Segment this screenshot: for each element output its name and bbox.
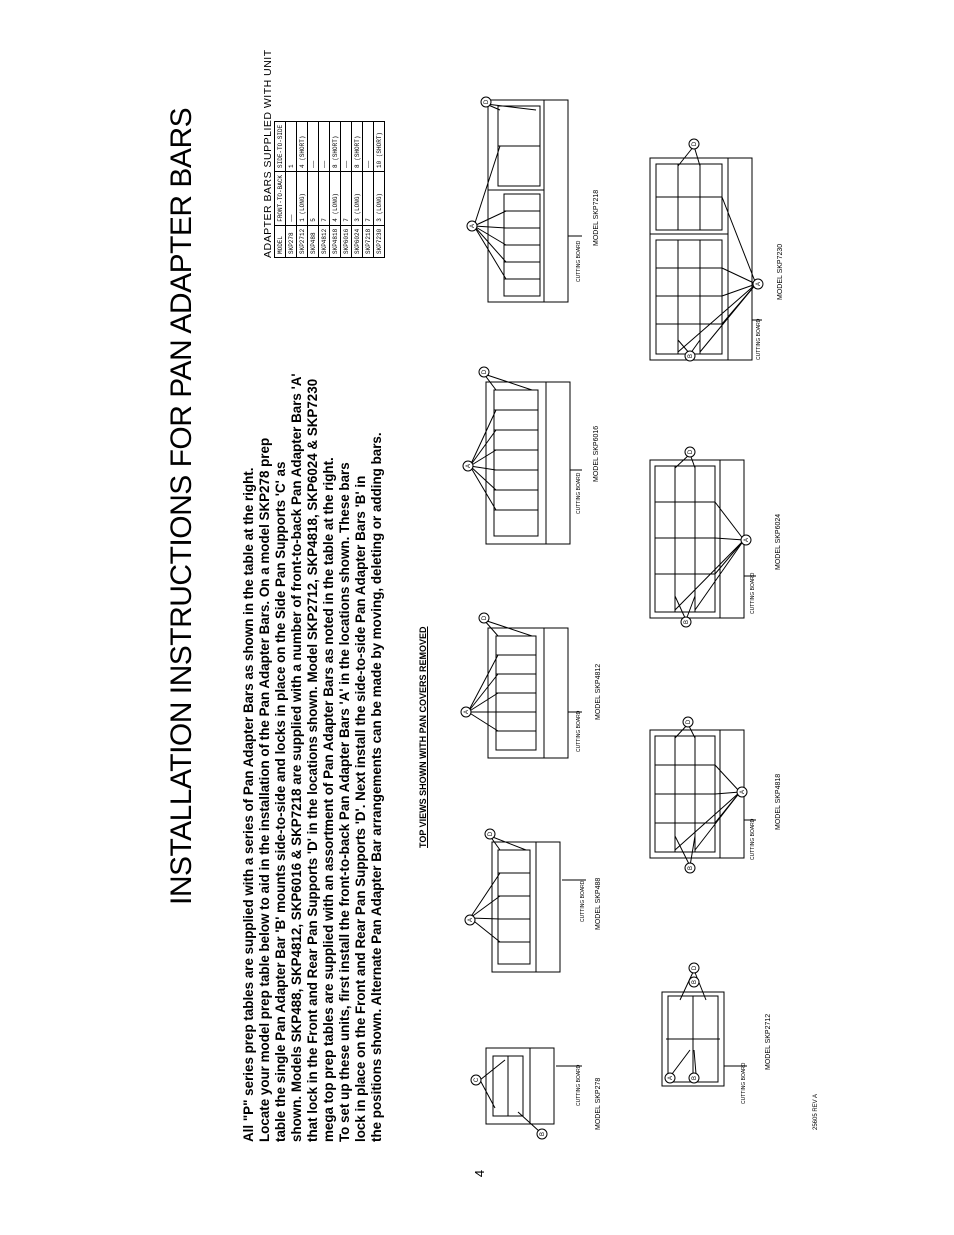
- paragraph-line: All "P" series prep tables are supplied with a series of Pan Adapter Bars as shown in the table at the right.: [241, 467, 256, 1142]
- table-cell: 10 (SHORT): [374, 121, 385, 171]
- table-cell: ——: [341, 121, 352, 171]
- diagram-skp6024: [650, 454, 744, 620]
- callout-b: B: [684, 619, 690, 625]
- table-cell: 1: [286, 121, 297, 171]
- callout-d: D: [688, 449, 694, 455]
- callout-d: D: [692, 965, 698, 971]
- cutting-board-label: CUTTING BOARD: [580, 880, 586, 922]
- diagram-skp4812: [468, 620, 568, 758]
- callout-d: D: [482, 615, 488, 621]
- table-cell: SKP488: [308, 225, 319, 257]
- table-header: SIDE-TO-SIDE: [275, 121, 286, 171]
- callout-b: B: [692, 979, 698, 985]
- table-cell: SKP278: [286, 225, 297, 257]
- paragraph-line: shown. Models SKP488, SKP4812, SKP6016 & SKP7218 are supplied with a number of front-to-back Pan Adapter Bars 'A': [289, 373, 304, 1142]
- callout-a: A: [470, 223, 476, 229]
- table-cell: 5: [308, 171, 319, 225]
- table-cell: SKP4818: [330, 225, 341, 257]
- diagram-skp6016: [470, 374, 570, 544]
- cutting-board-labels: [576, 240, 762, 1106]
- paragraph-line: Locate your model prep table below to aid in the installation of the Pan Adapter Bars. On a model SKP278 prep: [257, 437, 272, 1142]
- callout-d: D: [482, 369, 488, 375]
- cutting-board-label: CUTTING BOARD: [576, 710, 582, 752]
- callout-d: D: [686, 719, 692, 725]
- paragraph-line: mega top prep tables are supplied with an assortment of Pan Adapter Bars as noted in the table at the right.: [321, 457, 336, 1142]
- callout-b: B: [688, 353, 694, 359]
- table-cell: 3 (LONG): [352, 171, 363, 225]
- model-label: MODEL SKP278: [595, 1077, 602, 1130]
- callout-a: A: [464, 709, 470, 715]
- callout-d: D: [484, 99, 490, 105]
- cutting-board-label: CUTTING BOARD: [576, 240, 582, 282]
- diagram-skp278: [480, 1048, 554, 1132]
- page-title: INSTALLATION INSTRUCTIONS FOR PAN ADAPTER BARS: [165, 107, 198, 905]
- cutting-board-label: CUTTING BOARD: [576, 1064, 582, 1106]
- model-label: MODEL SKP6016: [593, 425, 600, 482]
- callout-b: B: [692, 1075, 698, 1081]
- table-cell: SKP7230: [374, 225, 385, 257]
- document-code: 25605 REV A: [813, 1093, 819, 1130]
- table-cell: 8 (SHORT): [330, 121, 341, 171]
- callout-d: D: [692, 141, 698, 147]
- cutting-board-label: CUTTING BOARD: [576, 472, 582, 514]
- page-number: 4: [472, 1169, 488, 1178]
- cutting-board-label: CUTTING BOARD: [750, 572, 756, 614]
- cutting-board-label: CUTTING BOARD: [750, 818, 756, 860]
- callout-a: A: [468, 917, 474, 923]
- table-cell: 4 (SHORT): [297, 121, 308, 171]
- paragraph-line: that lock in the Front and Rear Pan Supports 'D' in the locations shown. Model SKP2712, SKP4818, SKP6024 & SKP7230: [305, 378, 320, 1142]
- table-cell: 7: [319, 171, 330, 225]
- table-cell: ——: [363, 121, 374, 171]
- diagram-skp488: [470, 836, 560, 972]
- model-label: MODEL SKP4812: [595, 663, 602, 720]
- table-cell: SKP6024: [352, 225, 363, 257]
- model-label: MODEL SKP7230: [777, 243, 784, 300]
- figure-caption: TOP VIEWS SHOWN WITH PAN COVERS REMOVED: [418, 626, 428, 848]
- callout-a: A: [756, 281, 762, 287]
- table-cell: 7: [363, 171, 374, 225]
- table-cell: 4 (LONG): [330, 171, 341, 225]
- table-cell: 3 (LONG): [374, 171, 385, 225]
- callout-c: C: [474, 1077, 480, 1083]
- callout-b: B: [540, 1131, 546, 1137]
- paragraph-line: the positions shown. Alternate Pan Adapter Bar arrangements can be made by moving, deleting or adding bars.: [369, 432, 384, 1142]
- table-cell: ——: [319, 121, 330, 171]
- table-cell: SKP2712: [297, 225, 308, 257]
- paragraph-line: To set up these units, first install the front-to-back Pan Adapter Bars 'A' in the locations shown. These bars: [337, 462, 352, 1142]
- table-cell: 1 (LONG): [297, 171, 308, 225]
- table-title: ADAPTER BARS SUPPLIED WITH UNIT: [262, 49, 274, 258]
- model-label: MODEL SKP6024: [775, 513, 782, 570]
- table-cell: SKP7218: [363, 225, 374, 257]
- model-label: MODEL SKP2712: [765, 1013, 772, 1070]
- table-header: MODEL: [275, 225, 286, 257]
- table-cell: SKP6016: [341, 225, 352, 257]
- cutting-board-label: CUTTING BOARD: [741, 1062, 747, 1104]
- callout-a: A: [740, 789, 746, 795]
- callout-a: A: [668, 1075, 674, 1081]
- callout-a: A: [744, 537, 750, 543]
- table-cell: ——: [286, 171, 297, 225]
- diagram-skp4818: [650, 724, 744, 866]
- table-cell: 8 (SHORT): [352, 121, 363, 171]
- model-label: MODEL SKP7218: [593, 189, 600, 246]
- paragraph-line: lock in place on the Front and Rear Pan Supports 'D'. Next install the side-to-side Pan Adapter Bars 'B' in: [353, 475, 368, 1142]
- table-cell: SKP4812: [319, 225, 330, 257]
- cutting-board-label: CUTTING BOARD: [756, 318, 762, 360]
- diagram-skp7218: [474, 100, 568, 302]
- callout-a: A: [466, 463, 472, 469]
- diagram-skp7230: [650, 146, 756, 360]
- table-cell: ——: [308, 121, 319, 171]
- table-header: FRONT-TO-BACK: [275, 171, 286, 225]
- model-label: MODEL SKP4818: [775, 773, 782, 830]
- callout-b: B: [688, 865, 694, 871]
- callout-d: D: [488, 831, 494, 837]
- table-cell: 7: [341, 171, 352, 225]
- paragraph-line: table the single Pan Adapter Bar 'B' mounts side-to-side and locks in place on the Side Pan Supports 'C' as: [273, 461, 288, 1142]
- model-label: MODEL SKP488: [595, 877, 602, 930]
